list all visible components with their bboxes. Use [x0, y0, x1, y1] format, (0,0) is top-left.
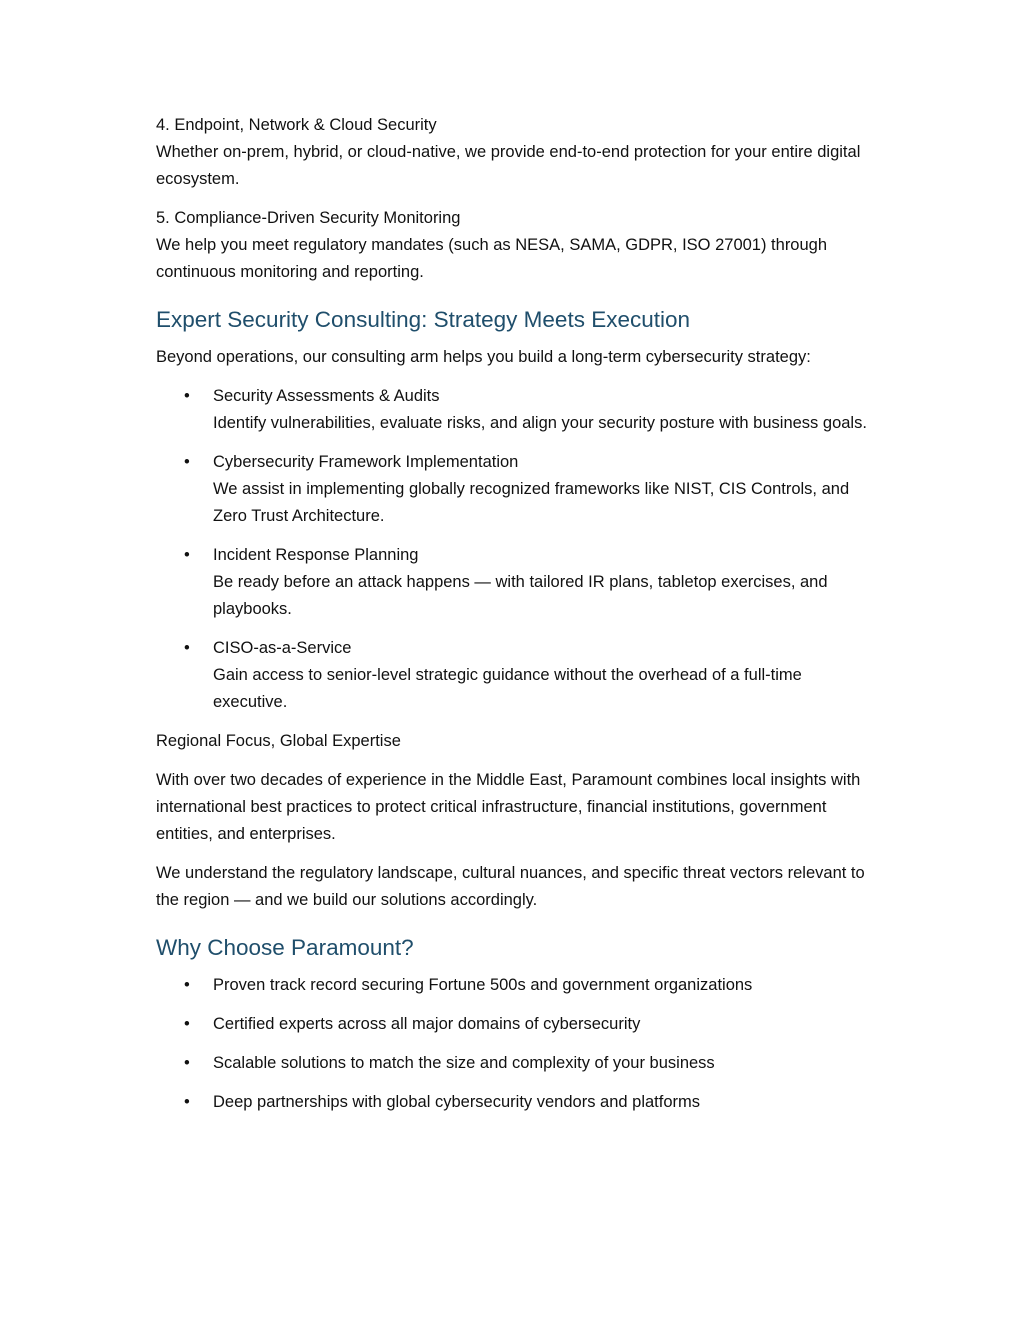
list-item	[156, 449, 872, 530]
list-item-title: Incident Response Planning	[213, 546, 419, 564]
service-title: 4. Endpoint, Network & Cloud Security	[156, 116, 437, 134]
consulting-heading: Expert Security Consulting: Strategy Meets Execution	[156, 307, 691, 332]
list-item	[156, 972, 872, 999]
bullet-icon: •	[184, 387, 190, 405]
service-item-endpoint	[156, 112, 872, 193]
service-item-compliance	[156, 205, 872, 286]
regional-paragraph: We understand the regulatory landscape, cultural nuances, and specific threat vectors relevant to the region — and we build our solutions accordingly.	[156, 864, 865, 909]
document-page	[156, 112, 872, 1128]
service-description: We help you meet regulatory mandates (such as NESA, SAMA, GDPR, ISO 27001) through continuous monitoring and reporting.	[156, 236, 828, 281]
list-item-text: Certified experts across all major domains of cybersecurity	[213, 1015, 641, 1033]
bullet-icon: •	[184, 639, 190, 657]
service-title: 5. Compliance-Driven Security Monitoring	[156, 209, 461, 227]
why-heading: Why Choose Paramount?	[156, 935, 414, 960]
list-item	[156, 542, 872, 623]
why-list	[156, 972, 872, 1116]
list-item-description: We assist in implementing globally recognized frameworks like NIST, CIS Controls, and Zero Trust Architecture.	[213, 480, 850, 525]
bullet-icon: •	[184, 1093, 190, 1111]
bullet-icon: •	[184, 976, 190, 994]
list-item	[156, 383, 872, 437]
service-description: Whether on-prem, hybrid, or cloud-native, we provide end-to-end protection for your entire digital ecosystem.	[156, 143, 861, 188]
list-item	[156, 1050, 872, 1077]
list-item-title: CISO-as-a-Service	[213, 639, 352, 657]
list-item-title: Security Assessments & Audits	[213, 387, 440, 405]
bullet-icon: •	[184, 546, 190, 564]
list-item-title: Cybersecurity Framework Implementation	[213, 453, 519, 471]
regional-title: Regional Focus, Global Expertise	[156, 732, 401, 750]
bullet-icon: •	[184, 1054, 190, 1072]
regional-paragraph: With over two decades of experience in the Middle East, Paramount combines local insights with international best practices to protect critical infrastructure, financial institutions, government entities, and enterprises.	[156, 771, 861, 843]
consulting-list	[156, 383, 872, 716]
bullet-icon: •	[184, 1015, 190, 1033]
consulting-intro: Beyond operations, our consulting arm helps you build a long-term cybersecurity strategy:	[156, 348, 811, 366]
list-item-text: Scalable solutions to match the size and complexity of your business	[213, 1054, 715, 1072]
list-item-text: Deep partnerships with global cybersecurity vendors and platforms	[213, 1093, 700, 1111]
list-item-description: Identify vulnerabilities, evaluate risks, and align your security posture with business goals.	[213, 414, 867, 432]
list-item	[156, 1011, 872, 1038]
bullet-icon: •	[184, 453, 190, 471]
list-item	[156, 1089, 872, 1116]
list-item	[156, 635, 872, 716]
list-item-description: Be ready before an attack happens — with tailored IR plans, tabletop exercises, and playbooks.	[213, 573, 828, 618]
list-item-text: Proven track record securing Fortune 500s and government organizations	[213, 976, 753, 994]
list-item-description: Gain access to senior-level strategic guidance without the overhead of a full-time executive.	[213, 666, 802, 711]
